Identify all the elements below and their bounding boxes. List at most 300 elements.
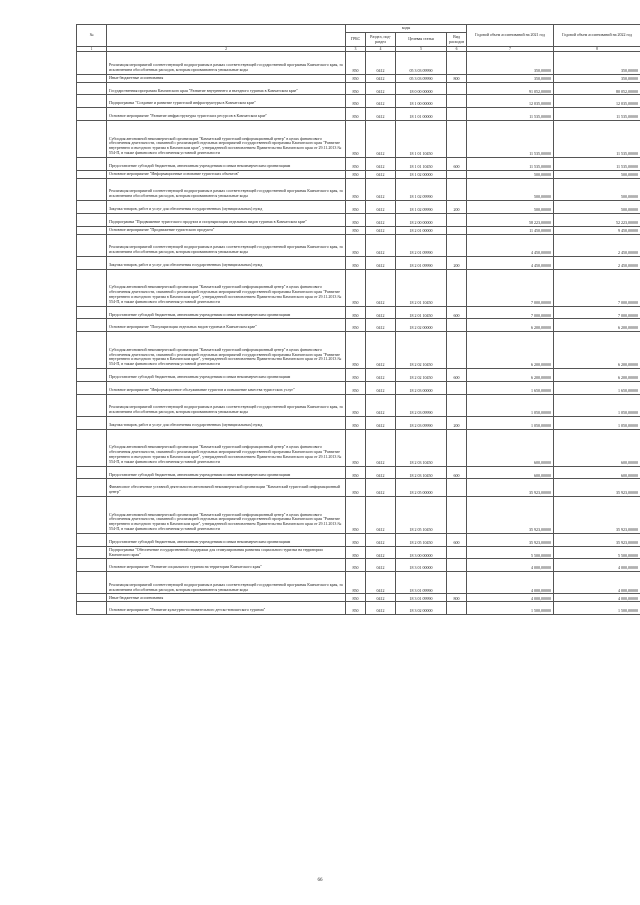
target-cell: 18 1 01 00000 [396,108,447,121]
amount-2021: 6 200,00000 [467,332,554,369]
row-name: Основное мероприятие "Развитие инфраструктуры туристских ресурсов в Камчатском крае" [107,108,346,121]
grbs-cell: 850 [346,496,366,533]
row-name: Основное мероприятие "Информационные основание туристских объектов" [107,170,346,178]
num-cell [77,95,107,108]
num-cell [77,269,107,306]
num-cell [77,306,107,319]
grbs-cell: 850 [346,74,366,82]
row-name: Предоставление субсидий бюджетным, автономным учреждениям и иным некоммерческим организациям [107,306,346,319]
razdel-cell: 0412 [366,602,396,615]
header-razdel: Раздел, под-раздел [366,33,396,47]
num-cell [77,394,107,416]
amount-2021: 58 223,00000 [467,213,554,226]
header-codes: коды [346,25,467,33]
razdel-cell: 0412 [366,234,396,256]
vid-cell [447,479,467,497]
header-2021: Годовой объем ассигнований на 2021 год [467,25,554,47]
row-name: Субсидия автономной некоммерческой организации "Камчатский туристский информационный центр" в целях финансового обеспечения деятельности, связанной с реализацией отдельных мероприятий государственной программы Камчатского края "Развитие внутреннего и въездного туризма в Камчатском крае", утвержденной постановлением Правительства Камчатского края от 29.11.2013 № 554-П, в также финансового обеспечения уставной деятельности [107,332,346,369]
vid-cell [447,394,467,416]
razdel-cell: 0412 [366,533,396,546]
table-row [77,157,640,170]
vid-cell [447,381,467,394]
amount-2022: 6 200,00000 [554,332,640,369]
grbs-cell: 850 [346,226,366,234]
grbs-cell: 850 [346,602,366,615]
razdel-cell: 0412 [366,95,396,108]
razdel-cell: 0412 [366,332,396,369]
amount-2022: 600,00000 [554,429,640,466]
vid-cell [447,332,467,369]
table-row [77,200,640,213]
vid-cell [447,226,467,234]
vid-cell [447,170,467,178]
razdel-cell: 0412 [366,157,396,170]
row-name: Закупка товаров, работ и услуг для обеспечения государственных (муниципальных) нужд [107,416,346,429]
row-name: Иные бюджетные ассигнования [107,594,346,602]
razdel-cell: 0412 [366,394,396,416]
amount-2021: 350,00000 [467,52,554,74]
row-name: Реализация мероприятий соответствующей подпрограммы в рамках соответствующей государственной программы Камчатского края, за исключением обособленных расходов, которым присваиваются уникальные коды [107,234,346,256]
amount-2021: 500,00000 [467,200,554,213]
grbs-cell: 850 [346,120,366,157]
amount-2021: 7 000,00000 [467,306,554,319]
num-cell [77,572,107,594]
vid-cell [447,546,467,559]
target-cell: 18 2 02 00000 [396,319,447,332]
row-name: Предоставление субсидий бюджетным, автономным учреждениям и иным некоммерческим организациям [107,533,346,546]
table-row [77,368,640,381]
target-cell: 18 1 02 00000 [396,170,447,178]
vid-cell [447,572,467,594]
table-row [77,594,640,602]
num-cell [77,157,107,170]
vid-cell [447,429,467,466]
grbs-cell: 850 [346,82,366,95]
document-page [76,24,640,615]
target-cell: 18 2 03 09990 [396,416,447,429]
vid-cell [447,319,467,332]
grbs-cell: 850 [346,52,366,74]
target-cell: 18 3 00 00000 [396,546,447,559]
grbs-cell: 850 [346,394,366,416]
row-name: Подпрограмма "Продвижение туристского продукта и популяризация отдельных видов туризма в Камчатском крае" [107,213,346,226]
num-cell [77,496,107,533]
grbs-cell: 850 [346,332,366,369]
target-cell: 18 2 03 00000 [396,381,447,394]
target-cell: 18 2 02 10450 [396,332,447,369]
amount-2021: 35 923,00000 [467,496,554,533]
colnum: 4 [366,47,396,52]
table-row [77,256,640,269]
grbs-cell: 850 [346,108,366,121]
amount-2022: 500,00000 [554,170,640,178]
row-name: Субсидия автономной некоммерческой организации "Камчатский туристский информационный центр" в целях финансового обеспечения деятельности, связанной с реализацией отдельных мероприятий государственной программы Камчатского края "Развитие внутреннего и въездного туризма в Камчатском крае", утвержденной постановлением Правительства Камчатского края от 29.11.2013 № 554-П, в также финансового обеспечения уставной деятельности [107,269,346,306]
header-vid: Вид расходов [447,33,467,47]
num-cell [77,108,107,121]
amount-2021: 1 500,00000 [467,602,554,615]
num-cell [77,319,107,332]
amount-2022: 9 450,00000 [554,226,640,234]
amount-2021: 11 535,00000 [467,108,554,121]
amount-2021: 600,00000 [467,429,554,466]
row-name: Закупка товаров, работ и услуг для обеспечения государственных (муниципальных) нужд [107,200,346,213]
amount-2021: 35 923,00000 [467,533,554,546]
target-cell: 18 2 05 00000 [396,479,447,497]
num-cell [77,170,107,178]
num-cell [77,381,107,394]
amount-2022: 35 923,00000 [554,496,640,533]
colnum: 8 [554,47,640,52]
row-name: Субсидия автономной некоммерческой организации "Камчатский туристский информационный центр" в целях финансового обеспечения деятельности, связанной с реализацией отдельных мероприятий государственной программы Камчатского края "Развитие внутреннего и въездного туризма в Камчатском крае", утвержденной постановлением Правительства Камчатского края от 29.11.2013 № 554-П, в также финансового обеспечения уставной деятельности [107,429,346,466]
amount-2021: 11 450,00000 [467,226,554,234]
razdel-cell: 0412 [366,120,396,157]
colnum: 3 [346,47,366,52]
table-row [77,74,640,82]
amount-2022: 1 650,00000 [554,381,640,394]
num-cell [77,332,107,369]
grbs-cell: 850 [346,213,366,226]
amount-2022: 7 000,00000 [554,269,640,306]
table-row [77,479,640,497]
amount-2022: 6 200,00000 [554,368,640,381]
num-cell [77,200,107,213]
vid-cell [447,269,467,306]
grbs-cell: 850 [346,170,366,178]
vid-cell [447,120,467,157]
target-cell: 18 3 01 00000 [396,559,447,572]
razdel-cell: 0412 [366,479,396,497]
razdel-cell: 0412 [366,416,396,429]
row-name: Реализация мероприятий соответствующей подпрограммы в рамках соответствующей государственной программы Камчатского края, за исключением обособленных расходов, которым присваиваются уникальные коды [107,394,346,416]
amount-2021: 4 000,00000 [467,559,554,572]
amount-2022: 350,00000 [554,74,640,82]
row-name: Закупка товаров, работ и услуг для обеспечения государственных (муниципальных) нужд [107,256,346,269]
grbs-cell: 850 [346,178,366,200]
razdel-cell: 0412 [366,546,396,559]
razdel-cell: 0412 [366,496,396,533]
amount-2021: 35 923,00000 [467,479,554,497]
row-name: Реализация мероприятий соответствующей подпрограммы в рамках соответствующей государственной программы Камчатского края, за исключением обособленных расходов, которым присваиваются уникальные коды [107,572,346,594]
num-cell [77,120,107,157]
num-cell [77,52,107,74]
razdel-cell: 0412 [366,256,396,269]
razdel-cell: 0412 [366,170,396,178]
razdel-cell: 0412 [366,594,396,602]
row-name: Предоставление субсидий бюджетным, автономным учреждениям и иным некоммерческим организациям [107,157,346,170]
vid-cell: 600 [447,306,467,319]
amount-2022: 80 052,00000 [554,82,640,95]
vid-cell: 600 [447,368,467,381]
vid-cell [447,52,467,74]
amount-2022: 11 535,00000 [554,108,640,121]
page-number: 66 [317,878,323,883]
num-cell [77,178,107,200]
row-name: Подпрограмма "Создание и развитие туристской инфраструктуры в Камчатском крае" [107,95,346,108]
num-cell [77,256,107,269]
razdel-cell: 0412 [366,306,396,319]
amount-2022: 600,00000 [554,466,640,479]
amount-2021: 500,00000 [467,170,554,178]
target-cell: 18 1 00 00000 [396,95,447,108]
amount-2022: 4 000,00000 [554,572,640,594]
table-row [77,213,640,226]
amount-2021: 6 200,00000 [467,368,554,381]
amount-2022: 500,00000 [554,200,640,213]
row-name: Государственная программа Камчатского края "Развитие внутреннего и въездного туризма в Камчатском крае" [107,82,346,95]
amount-2021: 1 650,00000 [467,381,554,394]
amount-2021: 6 200,00000 [467,319,554,332]
razdel-cell: 0412 [366,52,396,74]
amount-2022: 1 050,00000 [554,416,640,429]
row-name: Подпрограмма "Обеспечение государственной поддержки для стимулирования развития социального туризма на территории Камчатского края" [107,546,346,559]
target-cell: 18 2 03 10450 [396,429,447,466]
target-cell: 18 3 02 00000 [396,602,447,615]
colnum: 7 [467,47,554,52]
num-cell [77,594,107,602]
row-name: Предоставление субсидий бюджетным, автономным учреждениям и иным некоммерческим организациям [107,466,346,479]
razdel-cell: 0412 [366,108,396,121]
amount-2022: 500,00000 [554,178,640,200]
grbs-cell: 850 [346,234,366,256]
vid-cell [447,213,467,226]
row-name: Предоставление субсидий бюджетным, автономным учреждениям и иным некоммерческим организациям [107,368,346,381]
razdel-cell: 0412 [366,82,396,95]
budget-table [76,24,640,615]
num-cell [77,368,107,381]
vid-cell [447,82,467,95]
amount-2021: 12 035,00000 [467,95,554,108]
amount-2021: 4 450,00000 [467,256,554,269]
row-name: Иные бюджетные ассигнования [107,74,346,82]
amount-2022: 11 535,00000 [554,120,640,157]
vid-cell [447,559,467,572]
amount-2022: 2 450,00000 [554,256,640,269]
table-row [77,546,640,559]
row-name: Основное мероприятие "Популяризация отдельных видов туризма в Камчатском крае" [107,319,346,332]
amount-2021: 7 000,00000 [467,269,554,306]
row-name: Финансовое обеспечение уставной деятельности автономной некоммерческой организации "Камчатский туристский информационный центр" [107,479,346,497]
target-cell: 18 1 01 10450 [396,120,447,157]
amount-2021: 500,00000 [467,178,554,200]
vid-cell: 600 [447,533,467,546]
amount-2021: 4 000,00000 [467,594,554,602]
num-cell [77,533,107,546]
colnum: 2 [107,47,346,52]
target-cell: 18 3 01 09990 [396,594,447,602]
num-cell [77,602,107,615]
razdel-cell: 0412 [366,319,396,332]
table-row [77,394,640,416]
vid-cell [447,108,467,121]
vid-cell: 600 [447,157,467,170]
grbs-cell: 850 [346,546,366,559]
amount-2021: 1 050,00000 [467,416,554,429]
row-name: Реализация мероприятий соответствующей подпрограммы в рамках соответствующей государственной программы Камчатского края, за исключением обособленных расходов, которым присваиваются уникальные коды [107,52,346,74]
target-cell: 05 3 03 09990 [396,52,447,74]
row-name: Основное мероприятие "Информационное обслуживание туристов и повышение качества туристских услуг" [107,381,346,394]
vid-cell [447,496,467,533]
target-cell: 18 1 01 10450 [396,157,447,170]
grbs-cell: 850 [346,306,366,319]
header-2022: Годовой объем ассигнований на 2022 год [554,25,640,47]
grbs-cell: 850 [346,157,366,170]
num-cell [77,466,107,479]
amount-2022: 350,00000 [554,52,640,74]
table-row [77,416,640,429]
razdel-cell: 0412 [366,368,396,381]
amount-2022: 35 923,00000 [554,533,640,546]
row-name: Субсидия автономной некоммерческой организации "Камчатский туристский информационный центр" в целях финансового обеспечения деятельности, связанной с реализацией отдельных мероприятий государственной программы Камчатского края "Развитие внутреннего и въездного туризма в Камчатском крае", утвержденной постановлением Правительства Камчатского края от 29.11.2013 № 554-П, в также финансового обеспечения уставной деятельности [107,496,346,533]
num-cell [77,546,107,559]
num-cell [77,234,107,256]
table-row [77,178,640,200]
target-cell: 18 1 02 09990 [396,200,447,213]
razdel-cell: 0412 [366,200,396,213]
num-cell [77,429,107,466]
table-row [77,602,640,615]
grbs-cell: 850 [346,319,366,332]
amount-2022: 11 535,00000 [554,157,640,170]
vid-cell: 800 [447,74,467,82]
grbs-cell: 850 [346,416,366,429]
amount-2022: 4 000,00000 [554,594,640,602]
vid-cell: 200 [447,256,467,269]
target-cell: 18 2 01 10450 [396,306,447,319]
razdel-cell: 0412 [366,226,396,234]
amount-2021: 91 052,00000 [467,82,554,95]
table-row [77,52,640,74]
table-row [77,572,640,594]
amount-2022: 4 000,00000 [554,559,640,572]
grbs-cell: 850 [346,269,366,306]
table-row [77,95,640,108]
razdel-cell: 0412 [366,178,396,200]
table-row [77,559,640,572]
amount-2022: 1 050,00000 [554,394,640,416]
grbs-cell: 850 [346,256,366,269]
row-name: Основное мероприятие "Развитие культурно-познавательного детско-юношеского туризма" [107,602,346,615]
amount-2021: 350,00000 [467,74,554,82]
target-cell: 18 2 01 00000 [396,226,447,234]
target-cell: 18 2 00 00000 [396,213,447,226]
num-cell [77,82,107,95]
amount-2021: 600,00000 [467,466,554,479]
vid-cell: 600 [447,466,467,479]
table-row [77,429,640,466]
amount-2021: 11 535,00000 [467,120,554,157]
table-body [77,52,640,615]
razdel-cell: 0412 [366,269,396,306]
target-cell: 18 2 03 10450 [396,466,447,479]
razdel-cell: 0412 [366,429,396,466]
header-name [107,25,346,47]
row-name: Основное мероприятие "Развитие социального туризма на территории Камчатского края" [107,559,346,572]
target-cell: 18 2 05 10450 [396,533,447,546]
vid-cell [447,95,467,108]
table-row [77,234,640,256]
vid-cell: 200 [447,416,467,429]
target-cell: 18 1 02 09990 [396,178,447,200]
amount-2022: 5 500,00000 [554,546,640,559]
colnum: 1 [77,47,107,52]
grbs-cell: 850 [346,368,366,381]
target-cell: 18 2 03 09990 [396,394,447,416]
table-row [77,82,640,95]
amount-2021: 5 500,00000 [467,546,554,559]
razdel-cell: 0412 [366,559,396,572]
table-row [77,319,640,332]
amount-2022: 12 035,00000 [554,95,640,108]
grbs-cell: 850 [346,594,366,602]
table-row [77,332,640,369]
grbs-cell: 850 [346,200,366,213]
num-cell [77,416,107,429]
row-name: Субсидия автономной некоммерческой организации "Камчатский туристский информационный центр" в целях финансового обеспечения деятельности, связанной с реализацией отдельных мероприятий государственной программы Камчатского края "Развитие внутреннего и въездного туризма в Камчатском крае", утвержденной постановлением Правительства Камчатского края от 29.11.2013 № 554-П, в также финансового обеспечения уставной деятельности [107,120,346,157]
amount-2022: 52 223,00000 [554,213,640,226]
razdel-cell: 0412 [366,466,396,479]
amount-2021: 11 535,00000 [467,157,554,170]
header-grbs: ГРБС [346,33,366,47]
razdel-cell: 0412 [366,381,396,394]
table-row [77,496,640,533]
target-cell: 18 2 01 10450 [396,269,447,306]
row-name: Основное мероприятие "Продвижение туристского продукта" [107,226,346,234]
razdel-cell: 0412 [366,572,396,594]
table-row [77,466,640,479]
row-name: Реализация мероприятий соответствующей подпрограммы в рамках соответствующей государственной программы Камчатского края, за исключением обособленных расходов, которым присваиваются уникальные коды [107,178,346,200]
table-row [77,226,640,234]
razdel-cell: 0412 [366,74,396,82]
amount-2022: 7 000,00000 [554,306,640,319]
vid-cell: 200 [447,200,467,213]
grbs-cell: 850 [346,479,366,497]
amount-2022: 1 500,00000 [554,602,640,615]
target-cell: 18 0 00 00000 [396,82,447,95]
table-row [77,533,640,546]
target-cell: 18 2 02 10450 [396,368,447,381]
target-cell: 18 2 05 10450 [396,496,447,533]
table-row [77,269,640,306]
table-row [77,108,640,121]
target-cell: 05 3 03 09990 [396,74,447,82]
num-cell [77,479,107,497]
num-cell [77,74,107,82]
vid-cell [447,602,467,615]
header-target: Целевая статья [396,33,447,47]
vid-cell [447,234,467,256]
target-cell: 18 2 01 09990 [396,256,447,269]
table-row [77,120,640,157]
table-row [77,306,640,319]
grbs-cell: 850 [346,559,366,572]
grbs-cell: 850 [346,95,366,108]
table-row [77,170,640,178]
amount-2022: 2 450,00000 [554,234,640,256]
grbs-cell: 850 [346,533,366,546]
table-row [77,381,640,394]
target-cell: 18 2 01 09990 [396,234,447,256]
vid-cell [447,178,467,200]
num-cell [77,226,107,234]
amount-2021: 4 000,00000 [467,572,554,594]
grbs-cell: 850 [346,572,366,594]
amount-2022: 35 923,00000 [554,479,640,497]
header-num: № [77,25,107,47]
grbs-cell: 850 [346,466,366,479]
razdel-cell: 0412 [366,213,396,226]
num-cell [77,213,107,226]
colnum: 5 [396,47,447,52]
